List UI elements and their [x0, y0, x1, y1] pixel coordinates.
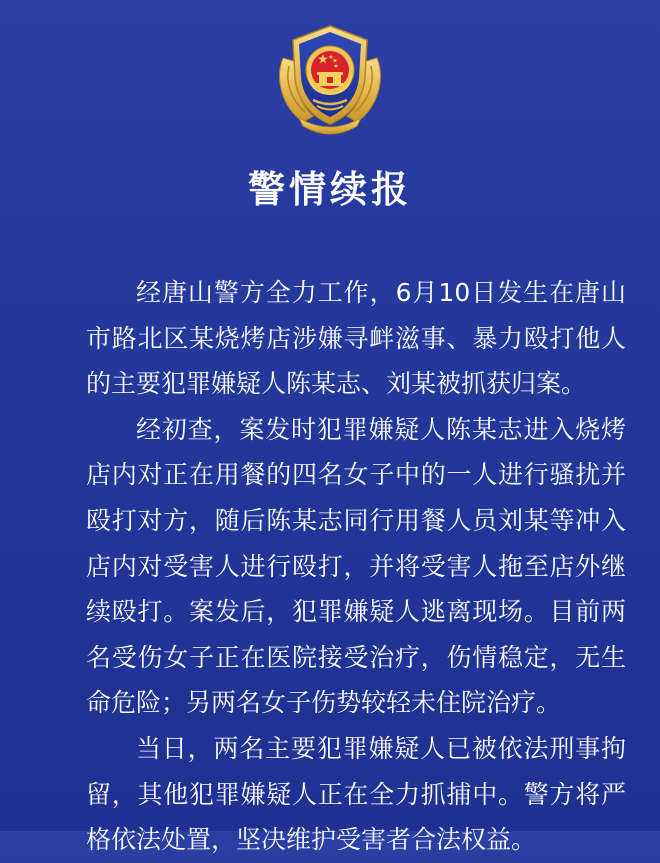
page-title: 警情续报	[248, 168, 412, 211]
report-paragraph: 经唐山警方全力工作，6月10日发生在唐山市路北区某烧烤店涉嫌寻衅滋事、暴力殴打他人的主要犯罪嫌疑人陈某志、刘某被抓获归案。	[86, 278, 626, 399]
police-badge-icon	[269, 18, 391, 140]
report-paragraph: 当日，两名主要犯罪嫌疑人已被依法刑事拘留，其他犯罪嫌疑人正在全力抓捕中。警方将严格依法处置，坚决维护受害者合法权益。	[86, 733, 626, 855]
report-body	[86, 270, 626, 863]
police-emblem	[269, 18, 391, 140]
report-paragraph: 经初查，案发时犯罪嫌疑人陈某志进入烧烤店内对正在用餐的四名女子中的一人进行骚扰并殴打对方，随后陈某志同行用餐人员刘某等冲入店内对受害人进行殴打，并将受害人拖至店外继续殴打。案发后，犯罪嫌疑人逃离现场。目前两名受伤女子正在医院接受治疗，伤情稳定，无生命危险；另两名女子伤势较轻未住院治疗。	[86, 414, 626, 718]
